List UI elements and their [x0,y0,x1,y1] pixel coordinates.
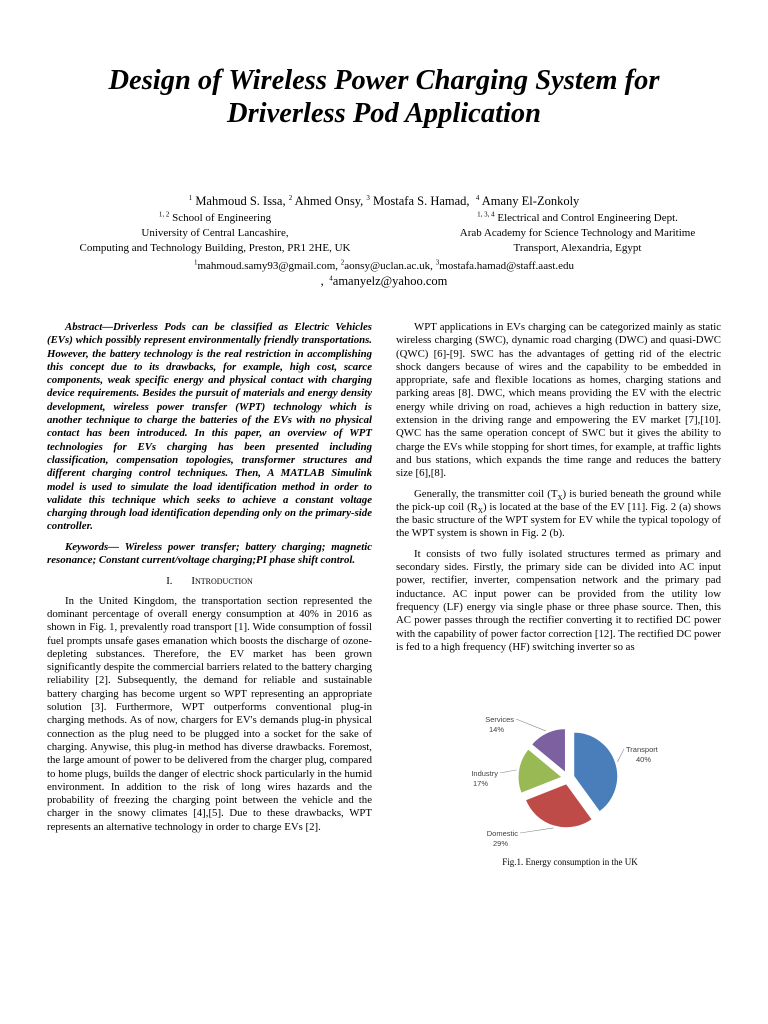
pie-slice-domestic [525,784,592,828]
affil-left-line1: School of Engineering [172,212,272,224]
email-3[interactable]: mostafa.hamad@staff.aast.edu [439,260,575,272]
p2-text-a: Generally, the transmitter coil (T [414,487,558,500]
email2-sup: 2 [340,258,345,267]
right-paragraph-1: WPT applications in EVs charging can be categorized mainly as static wireless charging (SWC), dynamic road charging (DWC) and quasi-DWC (QWC) [6]-[9]. SWC has the advantages of getting rid of the electric shock dangers because of wires and the capability to be embedded in appropriate, safe and flexible locations as homes, charging stations and parking areas [8]. DWC, which means providing the EV with the electric energy while driving on road, achieves a high reduction in battery size, extension in the driving range and empowering the EV market [7],[10]. QWC has the same operation concept of SWC but it gives the ability to charge the EVs while stopping for short times, for example, at traffic lights and bus stations, which expands the time range and reduces the battery size [6],[8]. [396,321,721,480]
abstract: Abstract—Driverless Pods can be classified as Electric Vehicles (EVs) which possibly represent environmentally friendly transportations. However, the battery technology is the real restriction in accomplishing this concept due to its drawbacks, for example, high cost, scarce components, weak specific energy and physical contact with charging device requirements. Besides the pursuit of materials and energy density development, wireless power transfer (WPT) technology which is another technique to charge the batteries of the EVs with no physical contact has been introduced. In this paper, an overview of WPT technologies for EVs charging has been presented including classification, compensation topologies, transformer structures and different charging control techniques. Then, A MATLAB Simulink model is used to simulate the load identification method in order to validate this technique which seeks to achieve a constant voltage charging through load identification depending only on the primary-side controller. [47,321,372,533]
pie-leader-industry [500,770,517,773]
keywords: Wireless power transfer; battery charging; magnetic resonance; Constant current/voltage charging;PI phase shift control. [47,540,372,567]
author4-sup: 4 [475,193,480,202]
email4-prefix: , [320,274,324,288]
pie-leader-transport [617,749,624,762]
author3-sup: 3 [366,193,370,202]
author-3: Mostafa S. Hamad, [373,194,470,208]
email-1[interactable]: mahmoud.samy93@gmail.com, [197,260,339,272]
title-line-2: Driverless Pod Application [226,98,541,129]
affil-left-sup: 1, 2 [158,210,170,219]
pie-leader-domestic [520,828,553,833]
author1-sup: 1 [188,193,193,202]
pie-leader-services [516,719,546,731]
affil-right-line3: Transport, Alexandria, Egypt [513,242,642,254]
title-line-1: Design of Wireless Power Charging System for [108,65,660,96]
email3-sup: 3 [435,258,440,267]
intro-paragraph-1: In the United Kingdom, the transportation section represented the dominant percentage of overall energy consumption at 40% in 2016 as shown in Fig. 1, prevalently road transport [1]. Wide consumption of fossil fuel prompts unsafe gases emanation which boosts the discharge of ozone-depleting substances. Therefore, the EV market has been grown significantly despite the commercial barriers related to the battery charging reliability [2]. Subsequently, the demand for reliable and sustainable battery charging has become urgent so WPT representing an appropriate solution [3]. Furthermore, WPT outperforms conventional plug-in charging methods. As of now, chargers for EV's demands plug-in physical connection as the plug need to be plugged into a socket for the sake of charging. Anywise, this plug-in method has diverse drawbacks. Foremost, the large amount of power to be delivered from the charger plug, compared to home plugs, builds the danger of electric shock particularly in the humid environment. In addition to the risk of long wires hazards and the probability of freezing the charging point between the vehicle and the charger in the snowy climates [4],[5]. Due to these drawbacks, WPT represents an alternative technology in order to charge EVs [2]. [47,594,372,833]
author-list [60,194,708,209]
paper-title [40,64,728,130]
affil-left-line2: University of Central Lancashire, [141,227,289,239]
email-2[interactable]: aonsy@uclan.ac.uk, [344,260,433,272]
pie-label-transport: Transport [626,745,658,754]
email-list [60,259,708,290]
right-paragraph-3: It consists of two fully isolated structures termed as primary and secondary sides. Firstly, the primary side can be divided into AC input power, rectifier, inverter, compensation network and the primary pad inductance. AC input power can be provided from the utility low frequency (LF) energy via single phase or three phase source. Then, this AC power passes through the rectifier converting it to rectified DC power with the capability of power factor correction [12]. The rectified DC power is fed to a high frequency (HF) switching inverter so as [396,547,721,653]
pie-label-industry: Industry [471,769,498,778]
keywords-label: Keywords— [65,540,119,553]
pie-value-services: 14% [488,725,504,734]
tx-subscript: X [557,493,563,502]
right-paragraph-2 [396,488,721,541]
rx-subscript: X [477,507,483,516]
affil-right-line2: Arab Academy for Science Technology and Maritime [459,227,696,239]
keywords-paragraph [47,541,372,568]
author-4: Amany El-Zonkoly [481,194,580,208]
pie-value-domestic: 29% [492,839,508,848]
figure-caption: Fig.1. Energy consumption in the UK [502,857,638,867]
author2-sup: 2 [288,193,293,202]
affiliation-right [400,211,755,256]
section-title: Introduction [191,575,253,588]
email-4[interactable]: amanyelz@yahoo.com [332,274,448,288]
pie-value-transport: 40% [636,755,652,764]
email4-sup: 4 [329,274,333,283]
section-number: I. [166,575,173,588]
affil-left-line3: Computing and Technology Building, Preston, PR1 2HE, UK [79,242,351,254]
affil-right-line1: Electrical and Control Engineering Dept. [497,212,678,224]
pie-label-domestic: Domestic [486,829,518,838]
affiliation-left [40,211,390,256]
author-1: Mahmoud S. Issa, [195,194,286,208]
affil-right-sup: 1, 3, 4 [477,210,495,219]
pie-label-services: Services [485,715,514,724]
energy-pie-chart [440,708,700,898]
right-column [396,321,721,661]
p2-text-c: ) is located at the base of the EV [11]. Fig. 2 (a) shows the basic structure of the WPT system for EV while the typical topology of the WPT system is shown in Fig. 2 (b). [396,500,721,540]
pie-slice-transport [574,732,618,812]
p2-text-b: ) is buried beneath the ground while the pick-up coil (R [396,487,721,513]
author-2: Ahmed Onsy, [294,194,364,208]
pie-value-industry: 17% [472,779,488,788]
section-heading-introduction [47,575,372,588]
pie-chart-svg [440,708,700,858]
email1-sup: 1 [193,258,198,267]
left-column [47,321,372,841]
